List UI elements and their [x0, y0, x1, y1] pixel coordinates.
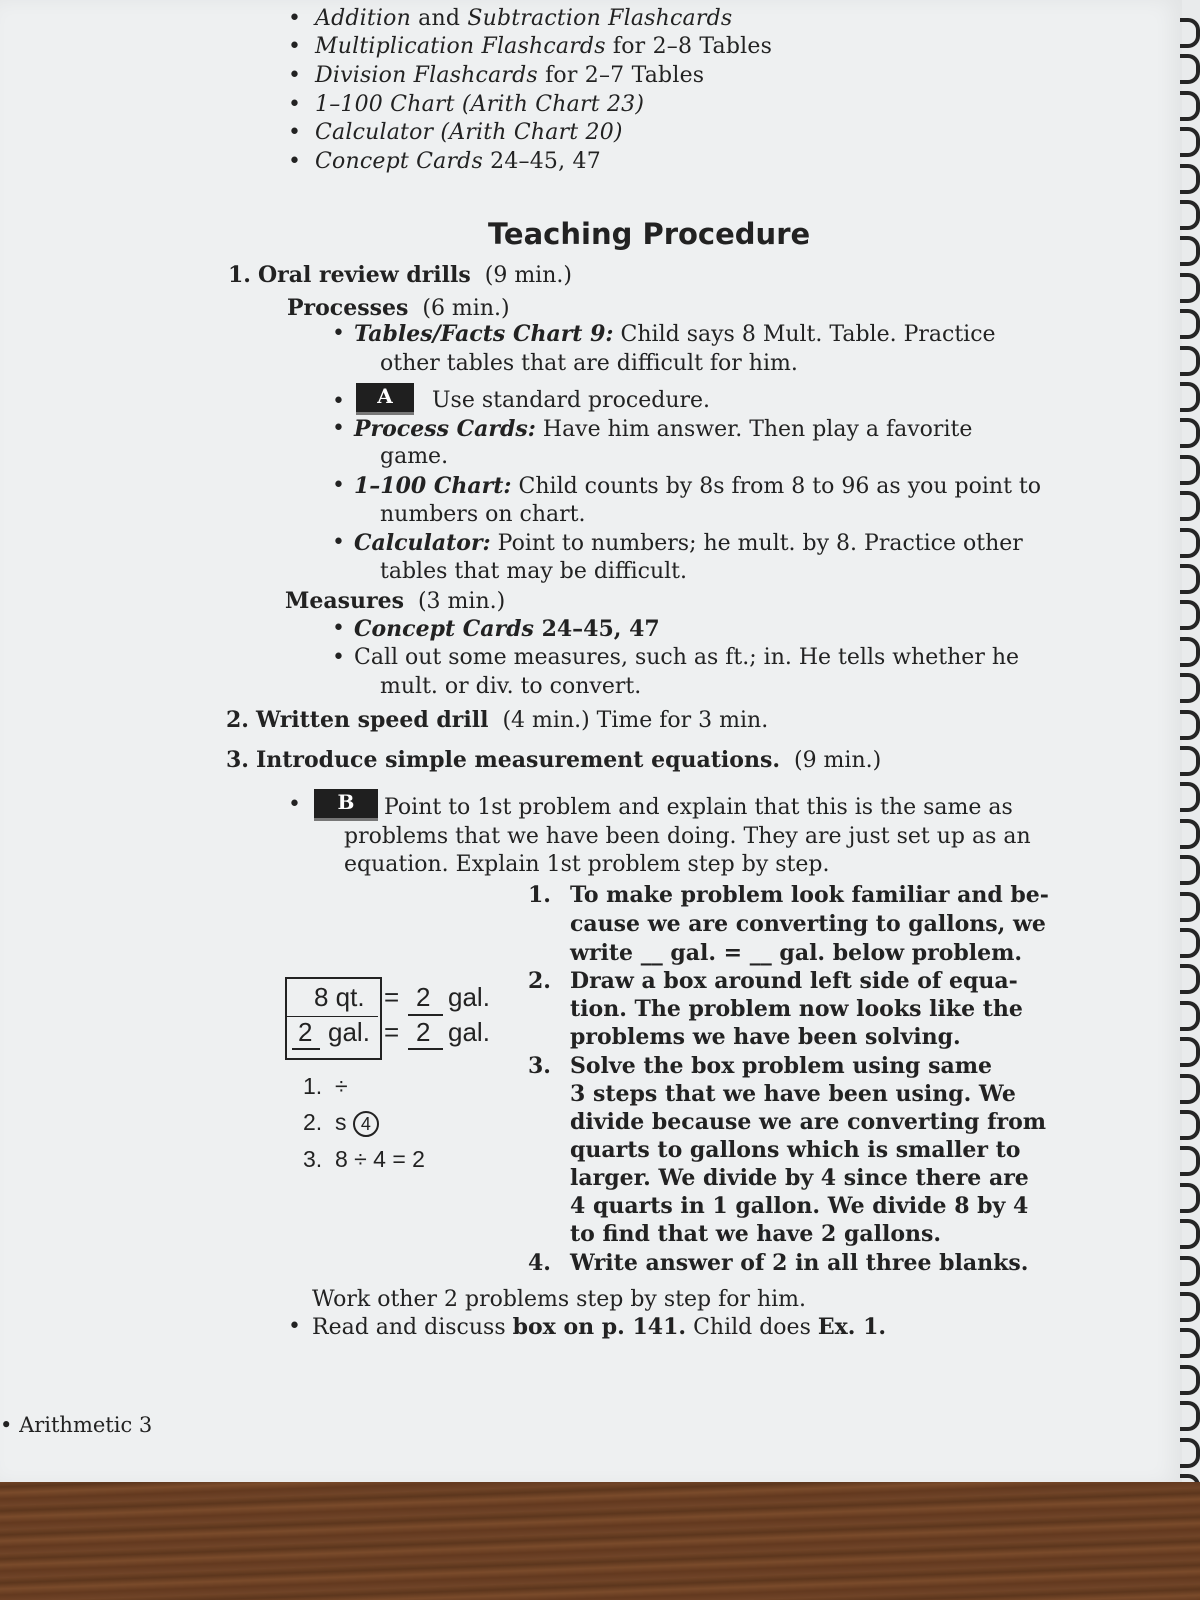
spiral-coil [1180, 91, 1200, 121]
step-number: 1. [528, 882, 551, 908]
spiral-coil [1180, 928, 1200, 958]
call-out-item-cont: mult. or div. to convert. [380, 674, 642, 699]
bullet: • [288, 120, 301, 145]
calculator-item-cont: tables that may be difficult. [380, 559, 687, 584]
spiral-coil [1180, 710, 1200, 740]
spiral-coil [1180, 1074, 1200, 1104]
work-step: 3. 8 ÷ 4 = 2 [303, 1146, 425, 1172]
bullet: • [288, 1314, 301, 1339]
box-a-label: A [356, 383, 414, 415]
work-other-text: Work other 2 problems step by step for him. [312, 1287, 807, 1312]
step-number: 4. [528, 1250, 551, 1276]
step-line: write __ gal. = __ gal. below problem. [570, 940, 1023, 966]
spiral-coil [1180, 964, 1200, 994]
processes-heading: Processes (6 min.) [287, 295, 510, 321]
step-line: tion. The problem now looks like the [570, 996, 1023, 1022]
step-line: 4 quarts in 1 gallon. We divide 8 by 4 [570, 1193, 1029, 1219]
concept-cards-item: Concept Cards 24–45, 47 [354, 616, 660, 642]
material-item: Multiplication Flashcards for 2–8 Tables [315, 34, 773, 59]
spiral-coil [1180, 1037, 1200, 1067]
step-line: problems we have been solving. [570, 1024, 961, 1050]
spiral-coil [1180, 600, 1200, 630]
circled-number: 4 [353, 1111, 379, 1137]
spiral-coil [1180, 782, 1200, 812]
wooden-table [0, 1482, 1200, 1600]
spiral-coil [1180, 309, 1200, 339]
spiral-coil [1180, 746, 1200, 776]
step-number: 2. [528, 968, 551, 994]
process-cards-cont: game. [380, 444, 449, 469]
eq2-answer: 2 [416, 1017, 431, 1047]
spiral-coil [1180, 455, 1200, 485]
spiral-coil [1180, 491, 1200, 521]
bullet: • [332, 473, 345, 498]
answer-blank-line [408, 1048, 443, 1050]
read-discuss-item: Read and discuss box on p. 141. Child does Ex. 1. [312, 1314, 887, 1340]
answer-blank-line [292, 1048, 320, 1050]
step-line: Write answer of 2 in all three blanks. [570, 1250, 1029, 1276]
measures-heading: Measures (3 min.) [285, 588, 506, 614]
box-b-text: Point to 1st problem and explain that this is the same as [384, 795, 1013, 820]
spiral-coil [1180, 855, 1200, 885]
spiral-coil [1180, 382, 1200, 412]
bullet: • [288, 92, 301, 117]
material-item: 1–100 Chart (Arith Chart 23) [315, 92, 645, 117]
written-speed-drill: 2. Written speed drill (4 min.) Time for 3 min. [226, 707, 769, 733]
calculator-item: Calculator: Point to numbers; he mult. by 8. Practice other [354, 530, 1023, 556]
spiral-coil [1180, 418, 1200, 448]
eq2-left-unit: gal. [328, 1017, 370, 1047]
bullet: • [288, 792, 301, 817]
spiral-coil [1180, 1146, 1200, 1176]
material-item: Concept Cards 24–45, 47 [315, 149, 601, 174]
bullet: • [288, 6, 301, 31]
step-line: larger. We divide by 4 since there are [570, 1165, 1029, 1191]
spiral-coil [1180, 637, 1200, 667]
material-item: Addition and Subtraction Flashcards [315, 6, 733, 31]
box-a-text: Use standard procedure. [432, 388, 711, 413]
work-step: 1. ÷ [303, 1073, 348, 1099]
spiral-coil [1180, 18, 1200, 48]
material-item: Division Flashcards for 2–7 Tables [315, 63, 705, 88]
step-line: Solve the box problem using same [570, 1053, 993, 1079]
spiral-coil [1180, 1219, 1200, 1249]
bullet: • [332, 321, 345, 346]
eq2-unit: gal. [448, 1017, 490, 1047]
bullet: • [332, 530, 345, 555]
spiral-coil [1180, 1328, 1200, 1358]
spiral-coil [1180, 1183, 1200, 1213]
spiral-coil [1180, 528, 1200, 558]
bullet: • [332, 616, 345, 641]
box-b-label: B [314, 789, 378, 821]
spiral-coil [1180, 273, 1200, 303]
bullet: • [332, 416, 345, 441]
step-line: Draw a box around left side of equa- [570, 968, 1018, 994]
measurement-equations-title: 3. Introduce simple measurement equations. (9 min.) [226, 747, 882, 773]
divider [285, 977, 378, 978]
section-heading: Teaching Procedure [488, 217, 811, 251]
tables-facts-cont: other tables that are difficult for him. [380, 351, 798, 376]
spiral-coil [1180, 1110, 1200, 1140]
step-line: 3 steps that we have been using. We [570, 1081, 1016, 1107]
oral-review-title: 1. Oral review drills (9 min.) [228, 262, 572, 288]
answer-blank-line [408, 1014, 443, 1016]
step-line: cause we are converting to gallons, we [570, 911, 1046, 937]
chart-item-cont: numbers on chart. [380, 502, 586, 527]
spiral-coil [1180, 1365, 1200, 1395]
work-step: 2. s 4 [303, 1109, 379, 1137]
bullet: • [288, 63, 301, 88]
eq1-unit: gal. [448, 982, 490, 1012]
box-b-text-cont: equation. Explain 1st problem step by step. [344, 852, 830, 877]
call-out-item: Call out some measures, such as ft.; in. He tells whether he [354, 645, 1020, 670]
spiral-coil [1180, 54, 1200, 84]
spiral-coil [1180, 1292, 1200, 1322]
spiral-coil [1180, 892, 1200, 922]
spiral-coil [1180, 127, 1200, 157]
box-b-text-cont: problems that we have been doing. They are just set up as an [344, 824, 1031, 849]
eq1-left: 8 qt. [314, 982, 365, 1012]
spiral-coil [1180, 200, 1200, 230]
spiral-coil [1180, 564, 1200, 594]
spiral-coil [1180, 1401, 1200, 1431]
eq2-equals: = [384, 1017, 400, 1047]
step-line: to find that we have 2 gallons. [570, 1221, 942, 1247]
eq2-left-answer: 2 [298, 1017, 313, 1047]
tables-facts-item: Tables/Facts Chart 9: Child says 8 Mult. Table. Practice [354, 321, 996, 347]
eq1-equals: = [384, 982, 400, 1012]
bullet: • [332, 389, 345, 414]
step-line: divide because we are converting from [570, 1109, 1047, 1135]
step-line: To make problem look familiar and be- [570, 882, 1049, 908]
bullet: • [288, 34, 301, 59]
material-item: Calculator (Arith Chart 20) [315, 120, 623, 145]
page-footer: • Arithmetic 3 [0, 1413, 153, 1437]
eq1-answer: 2 [416, 982, 431, 1012]
bullet: • [332, 645, 345, 670]
bullet: • [288, 149, 301, 174]
step-line: quarts to gallons which is smaller to [570, 1137, 1021, 1163]
spiral-coil [1180, 236, 1200, 266]
spiral-coil [1180, 1256, 1200, 1286]
spiral-coil [1180, 346, 1200, 376]
step-number: 3. [528, 1053, 551, 1079]
spiral-coil [1180, 164, 1200, 194]
spiral-coil [1180, 673, 1200, 703]
spiral-coil [1180, 1438, 1200, 1468]
process-cards-item: Process Cards: Have him answer. Then play a favorite [354, 416, 973, 442]
spiral-coil [1180, 1001, 1200, 1031]
chart-item: 1–100 Chart: Child counts by 8s from 8 to 96 as you point to [354, 473, 1041, 499]
spiral-coil [1180, 819, 1200, 849]
